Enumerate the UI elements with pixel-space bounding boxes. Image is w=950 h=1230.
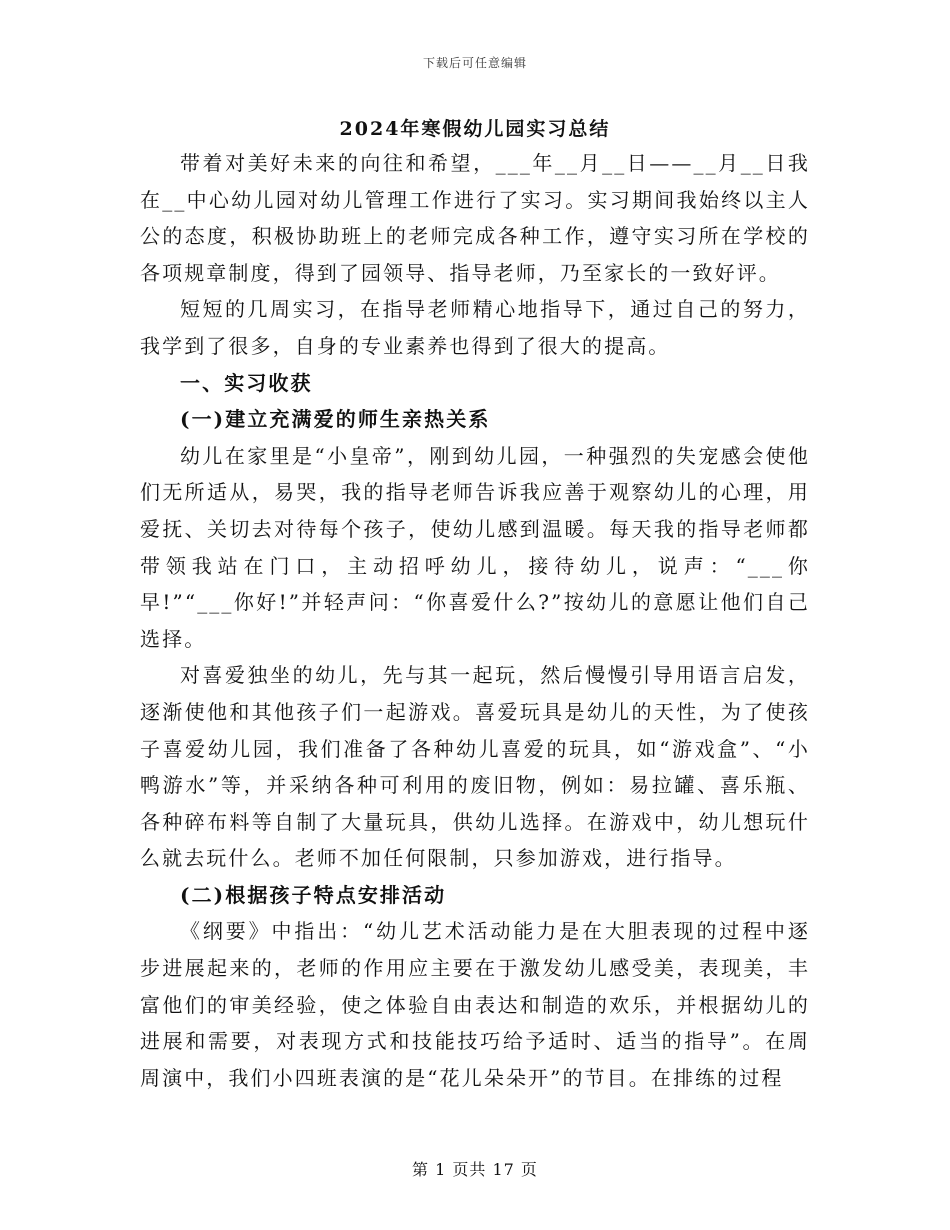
header-note: 下载后可任意编辑	[422, 56, 527, 70]
paragraph-relationship: 幼儿在家里是“小皇帝”，刚到幼儿园，一种强烈的失宠感会使他们无所适从，易哭，我的指导老师告诉我应善于观察幼儿的心理，用爱抚、关切去对待每个孩子，使幼儿感到温暖。每天我的指导老师都带领我站在门口，主动招呼幼儿，接待幼儿，说声：“___你早!”“___你好!”并轻声问：“你喜爱什么?”按幼儿的意愿让他们自己选择。	[140, 443, 810, 651]
paragraph-summary: 短短的几周实习，在指导老师精心地指导下，通过自己的努力，我学到了很多，自身的专业素养也得到了很大的提高。	[140, 297, 810, 358]
section-heading-harvest: 一、实习收获	[180, 370, 313, 395]
subsection-heading-2: (二)根据孩子特点安排活动	[180, 882, 447, 907]
page-footer: 第 1 页共 17 页	[412, 1160, 538, 1179]
subsection-heading-1: (一)建立充满爱的师生亲热关系	[180, 407, 491, 432]
document-body	[140, 145, 810, 1096]
document-title: 2024年寒假幼儿园实习总结	[339, 118, 611, 140]
paragraph-toys: 对喜爱独坐的幼儿，先与其一起玩，然后慢慢引导用语言启发，逐渐使他和其他孩子们一起游戏。喜爱玩具是幼儿的天性，为了使孩子喜爱幼儿园，我们准备了各种幼儿喜爱的玩具，如“游戏盒”、“小鸭游水”等，并采纳各种可利用的废旧物，例如：易拉罐、喜乐瓶、各种碎布料等自制了大量玩具，供幼儿选择。在游戏中，幼儿想玩什么就去玩什么。老师不加任何限制，只参加游戏，进行指导。	[140, 663, 810, 871]
paragraph-activities: 《纲要》中指出：“幼儿艺术活动能力是在大胆表现的过程中逐步进展起来的，老师的作用应主要在于激发幼儿感受美，表现美，丰富他们的审美经验，使之体验自由表达和制造的欢乐，并根据幼儿的进展和需要，对表现方式和技能技巧给予适时、适当的指导”。在周周演中，我们小四班表演的是“花儿朵朵开”的节目。在排练的过程	[140, 919, 810, 1090]
paragraph-intro: 带着对美好未来的向往和希望，___年__月__日——__月__日我在__中心幼儿园对幼儿管理工作进行了实习。实习期间我始终以主人公的态度，积极协助班上的老师完成各种工作，遵守实习所在学校的各项规章制度，得到了园领导、指导老师，乃至家长的一致好评。	[140, 151, 810, 285]
